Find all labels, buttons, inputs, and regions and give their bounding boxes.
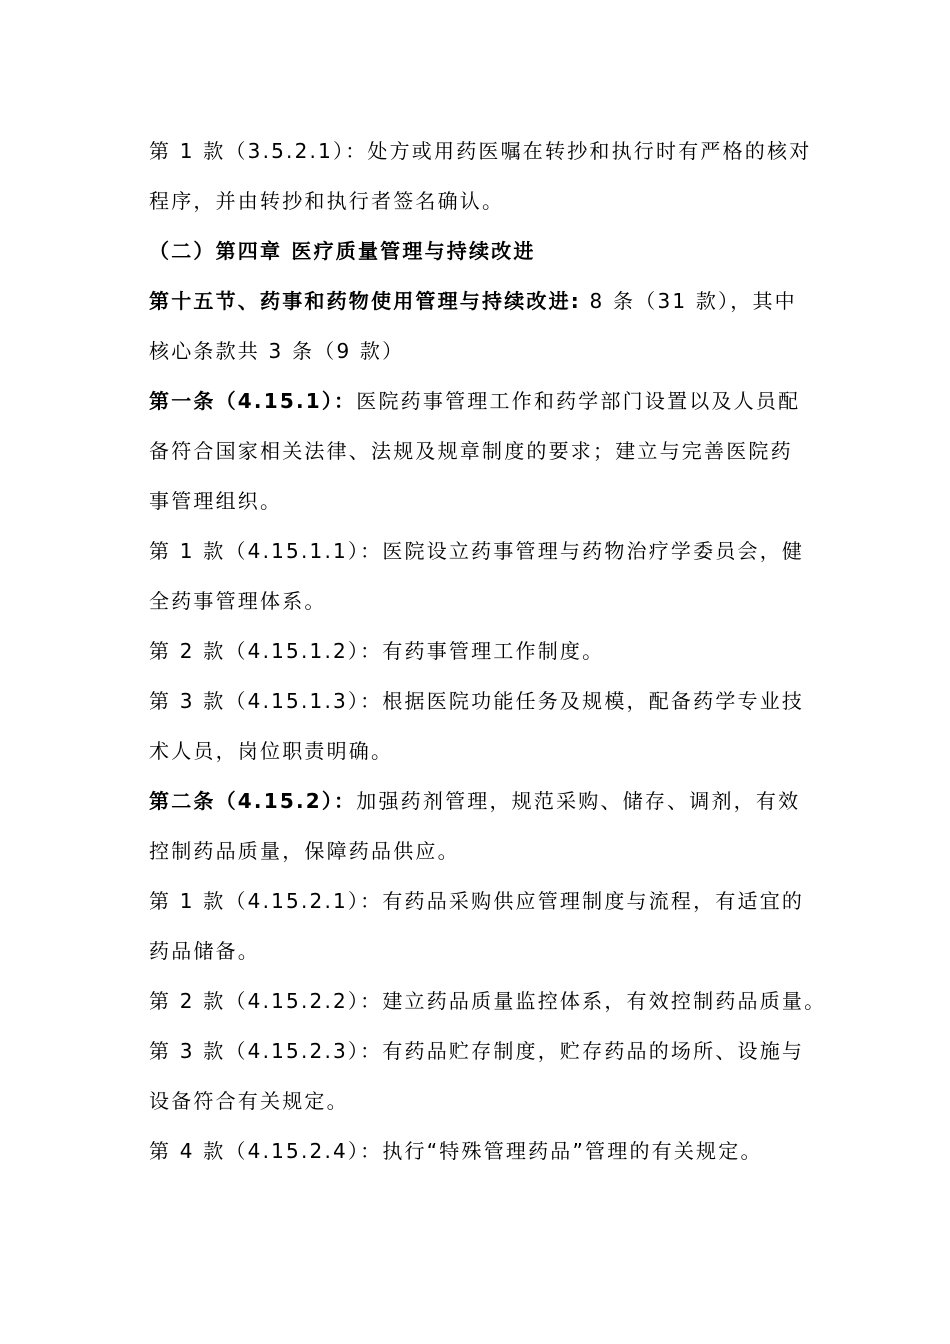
text-line <box>149 436 809 466</box>
text-line <box>149 686 809 716</box>
text-line <box>149 636 809 666</box>
text-line <box>149 1136 809 1166</box>
line-text: 事管理组织。 <box>149 489 283 513</box>
text-line <box>149 986 827 1016</box>
line-text: 第 1 款（3.5.2.1）：处方或用药医嘱在转抄和执行时有严格的核对 <box>149 139 812 163</box>
line-text: 第 1 款（4.15.2.1）：有药品采购供应管理制度与流程，有适宜的 <box>149 889 805 913</box>
chapter-heading <box>149 236 809 266</box>
line-text: 第 2 款（4.15.1.2）：有药事管理工作制度。 <box>149 639 605 663</box>
text-line <box>149 836 809 866</box>
line-lead: （二）第四章 医疗质量管理与持续改进 <box>149 239 536 263</box>
text-line <box>149 536 809 566</box>
line-text: 医院药事管理工作和药学部门设置以及人员配 <box>356 389 801 413</box>
line-lead: 第一条（4.15.1）： <box>149 389 357 413</box>
line-text: 全药事管理体系。 <box>149 589 327 613</box>
text-line <box>149 886 809 916</box>
text-line <box>149 736 809 766</box>
text-line <box>149 486 809 516</box>
line-text: 第 4 款（4.15.2.4）：执行“特殊管理药品”管理的有关规定。 <box>149 1139 763 1163</box>
text-line <box>149 136 812 166</box>
line-text: 8 条（31 款），其中 <box>581 289 797 313</box>
line-text: 第 3 款（4.15.1.3）：根据医院功能任务及规模，配备药学专业技 <box>149 689 805 713</box>
line-text: 核心条款共 3 条（9 款） <box>149 339 405 363</box>
line-text: 术人员，岗位职责明确。 <box>149 739 394 763</box>
line-text: 第 2 款（4.15.2.2）：建立药品质量监控体系，有效控制药品质量。 <box>149 989 827 1013</box>
text-line <box>149 336 809 366</box>
line-text: 程序，并由转抄和执行者签名确认。 <box>149 189 505 213</box>
line-text: 设备符合有关规定。 <box>149 1089 349 1113</box>
line-text: 第 3 款（4.15.2.3）：有药品贮存制度，贮存药品的场所、设施与 <box>149 1039 805 1063</box>
article-heading <box>149 786 809 816</box>
line-text: 备符合国家相关法律、法规及规章制度的要求；建立与完善医院药 <box>149 439 793 463</box>
text-line <box>149 1036 809 1066</box>
line-text: 药品储备。 <box>149 939 260 963</box>
article-heading <box>149 386 809 416</box>
line-text: 第 1 款（4.15.1.1）：医院设立药事管理与药物治疗学委员会，健 <box>149 539 805 563</box>
line-lead: 第十五节、药事和药物使用管理与持续改进: <box>149 289 581 313</box>
text-line <box>149 1086 809 1116</box>
text-line <box>149 586 809 616</box>
line-lead: 第二条（4.15.2）： <box>149 789 357 813</box>
line-text: 加强药剂管理，规范采购、储存、调剂，有效 <box>356 789 801 813</box>
text-line <box>149 936 809 966</box>
section-heading <box>149 286 809 316</box>
text-line <box>149 186 809 216</box>
line-text: 控制药品质量，保障药品供应。 <box>149 839 460 863</box>
